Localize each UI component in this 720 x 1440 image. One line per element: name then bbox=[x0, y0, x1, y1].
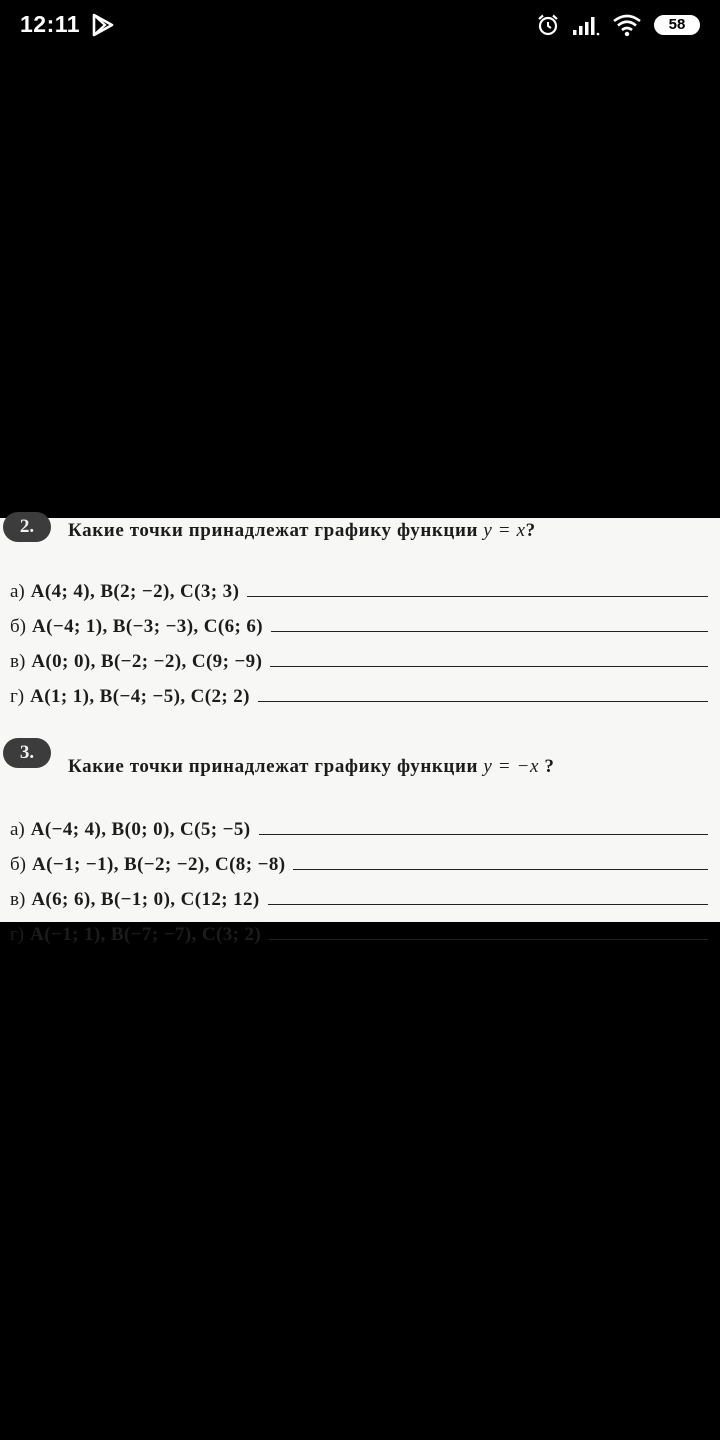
item-letter: в) bbox=[10, 889, 26, 910]
battery-icon bbox=[654, 15, 700, 35]
item-points: A(−4; 4), B(0; 0), C(5; −5) bbox=[30, 819, 251, 840]
task-number-badge: 2. bbox=[3, 512, 51, 542]
answer-item bbox=[10, 673, 708, 708]
answer-line bbox=[293, 869, 708, 870]
task-question bbox=[68, 520, 536, 542]
answer-item bbox=[10, 806, 708, 841]
answer-item bbox=[10, 876, 708, 911]
question-function: y = −x bbox=[483, 756, 540, 777]
answer-line bbox=[258, 701, 708, 702]
item-points: A(−4; 1), B(−3; −3), C(6; 6) bbox=[32, 616, 263, 637]
answer-line bbox=[269, 939, 708, 940]
item-points: A(1; 1), B(−4; −5), C(2; 2) bbox=[30, 686, 250, 707]
task-number-badge: 3. bbox=[3, 738, 51, 768]
item-letter: а) bbox=[10, 581, 25, 602]
alarm-icon bbox=[536, 13, 560, 37]
item-letter: а) bbox=[10, 819, 25, 840]
item-letter: г) bbox=[10, 924, 25, 945]
answer-line bbox=[270, 666, 708, 667]
question-text: Какие точки принадлежат графику функции bbox=[68, 756, 484, 777]
answer-line bbox=[247, 596, 708, 597]
item-points: A(6; 6), B(−1; 0), C(12; 12) bbox=[31, 889, 260, 910]
item-letter: б) bbox=[10, 854, 26, 875]
answer-item bbox=[10, 911, 708, 946]
item-letter: б) bbox=[10, 616, 26, 637]
answer-item bbox=[10, 568, 708, 603]
item-letter: г) bbox=[10, 686, 25, 707]
answer-items bbox=[10, 568, 708, 708]
play-store-icon bbox=[90, 12, 116, 38]
status-bar bbox=[0, 0, 720, 52]
item-points: A(4; 4), B(2; −2), C(3; 3) bbox=[30, 581, 240, 602]
answer-item bbox=[10, 638, 708, 673]
status-time: 12:11 bbox=[20, 11, 81, 37]
question-function: y = x bbox=[483, 520, 526, 541]
battery-level: 58 bbox=[668, 16, 686, 33]
answer-item bbox=[10, 841, 708, 876]
answer-items bbox=[10, 806, 708, 946]
worksheet-image bbox=[0, 516, 720, 945]
item-points: A(−1; −1), B(−2; −2), C(8; −8) bbox=[32, 854, 286, 875]
answer-line bbox=[271, 631, 708, 632]
wifi-icon bbox=[612, 13, 642, 37]
answer-item bbox=[10, 603, 708, 638]
item-points: A(−1; 1), B(−7; −7), C(3; 2) bbox=[30, 924, 262, 945]
signal-icon bbox=[572, 14, 600, 36]
question-text: Какие точки принадлежат графику функции bbox=[68, 520, 484, 541]
answer-line bbox=[259, 834, 708, 835]
question-mark: ? bbox=[525, 520, 536, 541]
task-question bbox=[68, 756, 554, 778]
status-icons bbox=[536, 10, 700, 40]
question-mark: ? bbox=[539, 756, 555, 777]
answer-line bbox=[268, 904, 708, 905]
item-points: A(0; 0), B(−2; −2), C(9; −9) bbox=[31, 651, 263, 672]
item-letter: в) bbox=[10, 651, 26, 672]
